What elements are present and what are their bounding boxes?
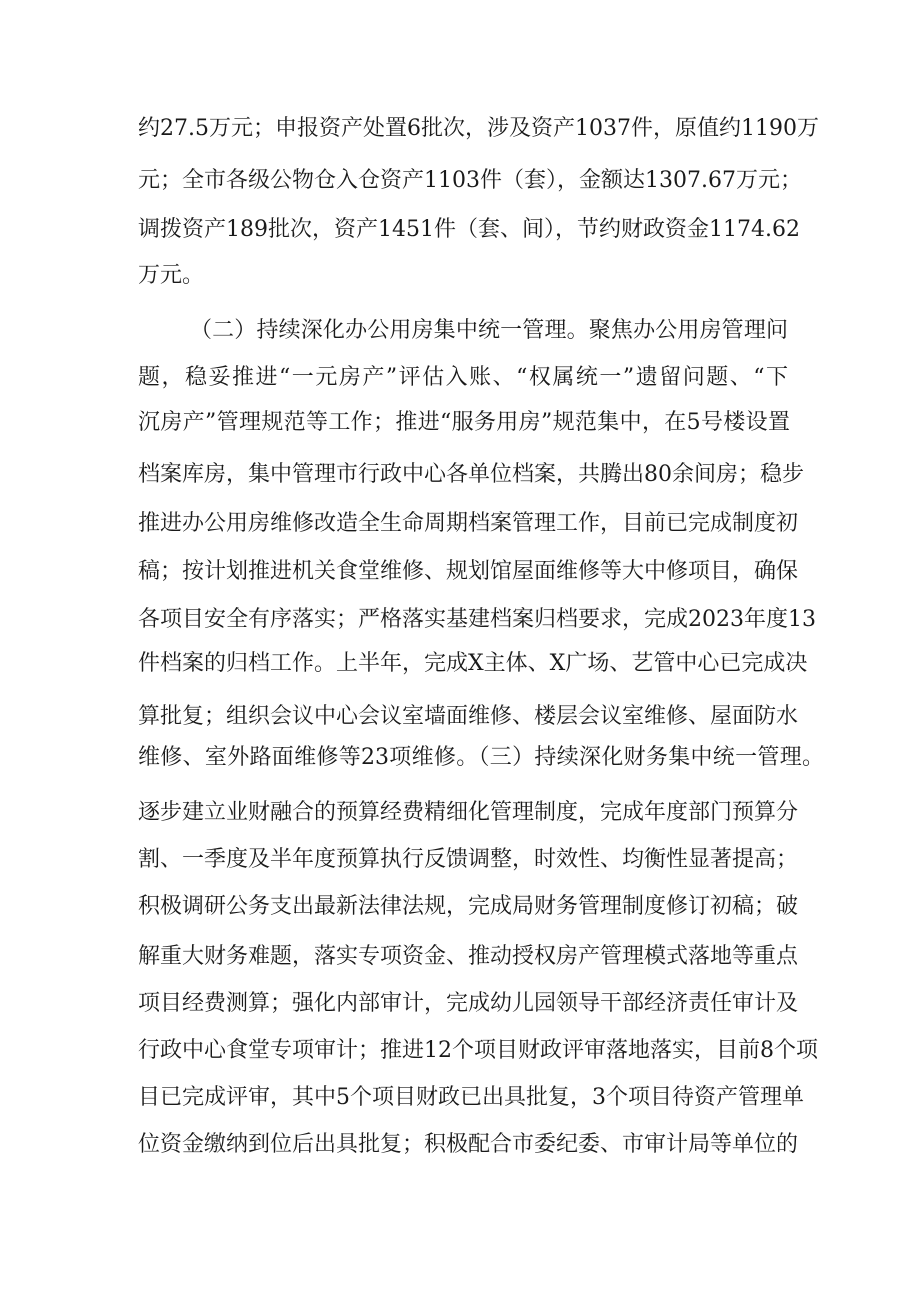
text-line: 稿；按计划推进机关食堂维修、规划馆屋面维修等大中修项目，确保: [138, 559, 799, 584]
text-line: 约27.5万元；申报资产处置6批次，涉及资产1037件，原值约1190万: [138, 116, 819, 141]
text-line: 目已完成评审，其中5个项目财政已出具批复，3个项目待资产管理单: [138, 1085, 804, 1110]
text-line: 档案库房，集中管理市行政中心各单位档案，共腾出80余间房；稳步: [138, 462, 804, 487]
text-line: 调拨资产189批次，资产1451件（套、间），节约财政资金1174.62: [138, 217, 800, 242]
text-line: 推进办公用房维修改造全生命周期档案管理工作，目前已完成制度初: [138, 511, 799, 536]
text-line: 项目经费测算；强化内部审计，完成幼儿园领导干部经济责任审计及: [138, 991, 799, 1016]
text-line: 件档案的归档工作。上半年，完成X主体、X广场、艺管中心已完成决: [138, 651, 808, 676]
text-line: 位资金缴纳到位后出具批复；积极配合市委纪委、市审计局等单位的: [138, 1132, 799, 1157]
text-line: 各项目安全有序落实；严格落实基建档案归档要求，完成2023年度13: [138, 607, 816, 632]
text-line: 行政中心食堂专项审计；推进12个项目财政评审落地落实，目前8个项: [138, 1038, 818, 1063]
section-heading-line: （二）持续深化办公用房集中统一管理。聚焦办公用房管理问: [190, 318, 788, 343]
text-line: 算批复；组织会议中心会议室墙面维修、楼层会议室维修、屋面防水: [138, 704, 799, 729]
text-line: 沉房产”管理规范等工作；推进“服务用房”规范集中，在5号楼设置: [138, 410, 790, 435]
text-line: 题，稳妥推进“一元房产”评估入账、“权属统一”遗留问题、“下: [138, 365, 788, 390]
text-line: 万元。: [138, 263, 205, 288]
text-line: 解重大财务难题，落实专项资金、推动授权房产管理模式落地等重点: [138, 944, 799, 969]
text-line: 积极调研公务支出最新法律法规，完成局财务管理制度修订初稿；破: [138, 894, 799, 919]
text-line: 割、一季度及半年度预算执行反馈调整，时效性、均衡性显著提高；: [138, 847, 799, 872]
text-line: 维修、室外路面维修等23项维修。（三）持续深化财务集中统一管理。: [138, 745, 824, 770]
text-line: 逐步建立业财融合的预算经费精细化管理制度，完成年度部门预算分: [138, 800, 799, 825]
text-line: 元；全市各级公物仓入仓资产1103件（套），金额达1307.67万元；: [138, 168, 802, 193]
